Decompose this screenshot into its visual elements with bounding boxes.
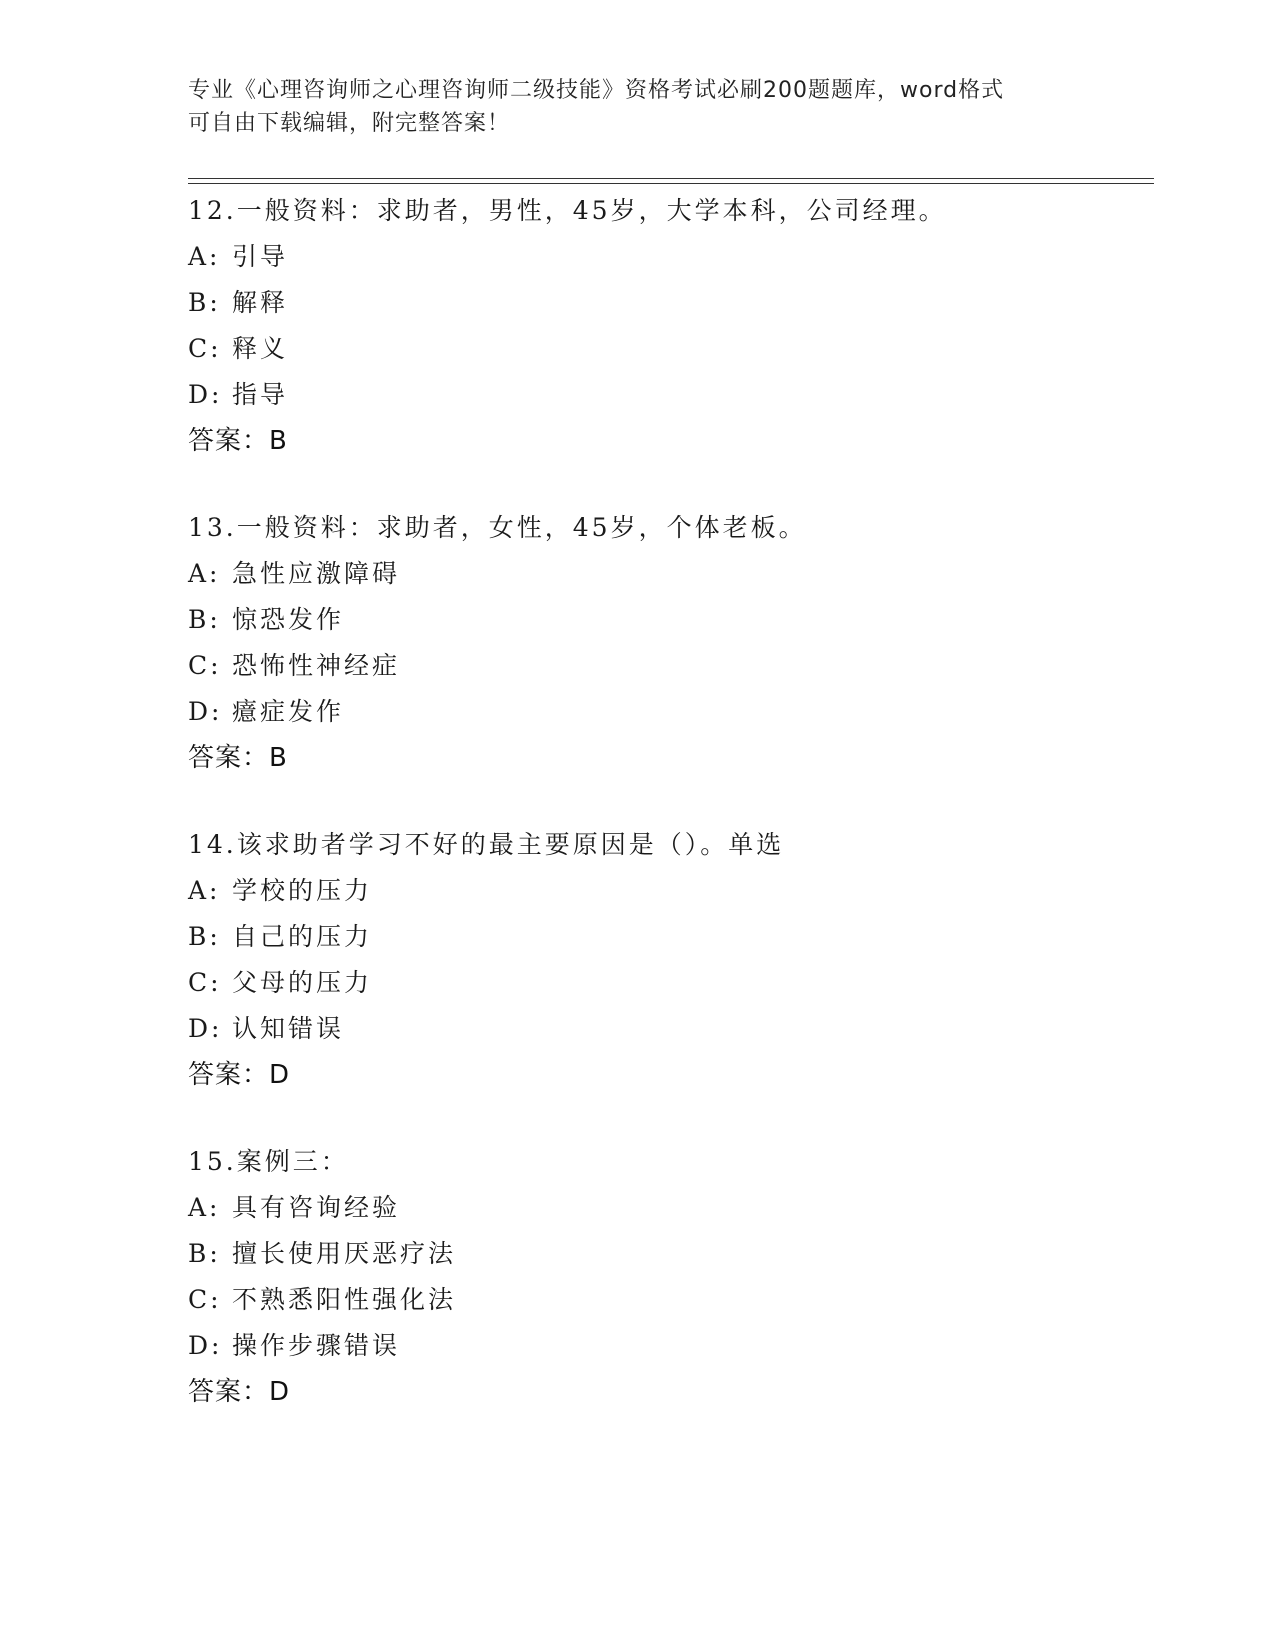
answer-line: 答案：D	[188, 1060, 291, 1090]
option-key: A:	[188, 559, 221, 588]
option-d	[188, 689, 1154, 735]
option-key: C:	[188, 968, 222, 997]
option-a	[188, 551, 1154, 597]
option-key: D:	[188, 380, 223, 409]
option-c	[188, 960, 1154, 1006]
answer-line: 答案：B	[188, 743, 288, 773]
option-key: B:	[188, 288, 221, 317]
option-key: B:	[188, 1239, 221, 1268]
question-stem: 13.一般资料：求助者，女性，45岁，个体老板。	[188, 513, 807, 542]
question-stem: 14.该求助者学习不好的最主要原因是（）。单选	[188, 830, 785, 859]
option-a	[188, 868, 1154, 914]
option-text: 自己的压力	[232, 922, 373, 951]
option-key: B:	[188, 605, 221, 634]
option-text: 具有咨询经验	[232, 1193, 401, 1222]
header-divider-top	[188, 178, 1154, 179]
option-c	[188, 1277, 1154, 1323]
option-text: 学校的压力	[232, 876, 373, 905]
option-text: 父母的压力	[232, 968, 373, 997]
option-b	[188, 1231, 1154, 1277]
header-line-2: 可自由下载编辑，附完整答案！	[188, 111, 511, 136]
option-d	[188, 1323, 1154, 1369]
option-text: 解释	[232, 288, 289, 317]
question-13	[188, 505, 1154, 781]
option-a	[188, 1185, 1154, 1231]
option-key: C:	[188, 651, 222, 680]
option-d	[188, 1006, 1154, 1052]
option-key: A:	[188, 242, 221, 271]
option-c	[188, 326, 1154, 372]
option-d	[188, 372, 1154, 418]
question-list	[188, 188, 1154, 1415]
option-key: D:	[188, 697, 223, 726]
header-line-1: 专业《心理咨询师之心理咨询师二级技能》资格考试必刷200题题库，word格式	[188, 78, 1005, 103]
document-header	[188, 74, 1088, 140]
option-text: 操作步骤错误	[232, 1331, 401, 1360]
option-key: B:	[188, 922, 221, 951]
option-a	[188, 234, 1154, 280]
option-text: 不熟悉阳性强化法	[232, 1285, 457, 1314]
question-stem: 15.案例三：	[188, 1147, 349, 1176]
option-key: A:	[188, 876, 221, 905]
option-b	[188, 914, 1154, 960]
option-key: C:	[188, 1285, 222, 1314]
option-text: 惊恐发作	[232, 605, 345, 634]
option-text: 引导	[232, 242, 289, 271]
option-text: 认知错误	[232, 1014, 345, 1043]
option-key: D:	[188, 1331, 223, 1360]
option-b	[188, 597, 1154, 643]
answer-line: 答案：B	[188, 426, 288, 456]
answer-line: 答案：D	[188, 1377, 291, 1407]
question-12	[188, 188, 1154, 464]
question-14	[188, 822, 1154, 1098]
option-c	[188, 643, 1154, 689]
option-text: 指导	[232, 380, 289, 409]
option-text: 擅长使用厌恶疗法	[232, 1239, 457, 1268]
question-15	[188, 1139, 1154, 1415]
option-b	[188, 280, 1154, 326]
option-text: 癔症发作	[232, 697, 345, 726]
header-divider-bottom	[188, 183, 1154, 184]
option-key: C:	[188, 334, 222, 363]
option-text: 恐怖性神经症	[232, 651, 401, 680]
question-stem: 12.一般资料：求助者，男性，45岁，大学本科，公司经理。	[188, 196, 947, 225]
option-text: 释义	[232, 334, 289, 363]
option-key: A:	[188, 1193, 221, 1222]
option-text: 急性应激障碍	[232, 559, 401, 588]
option-key: D:	[188, 1014, 223, 1043]
